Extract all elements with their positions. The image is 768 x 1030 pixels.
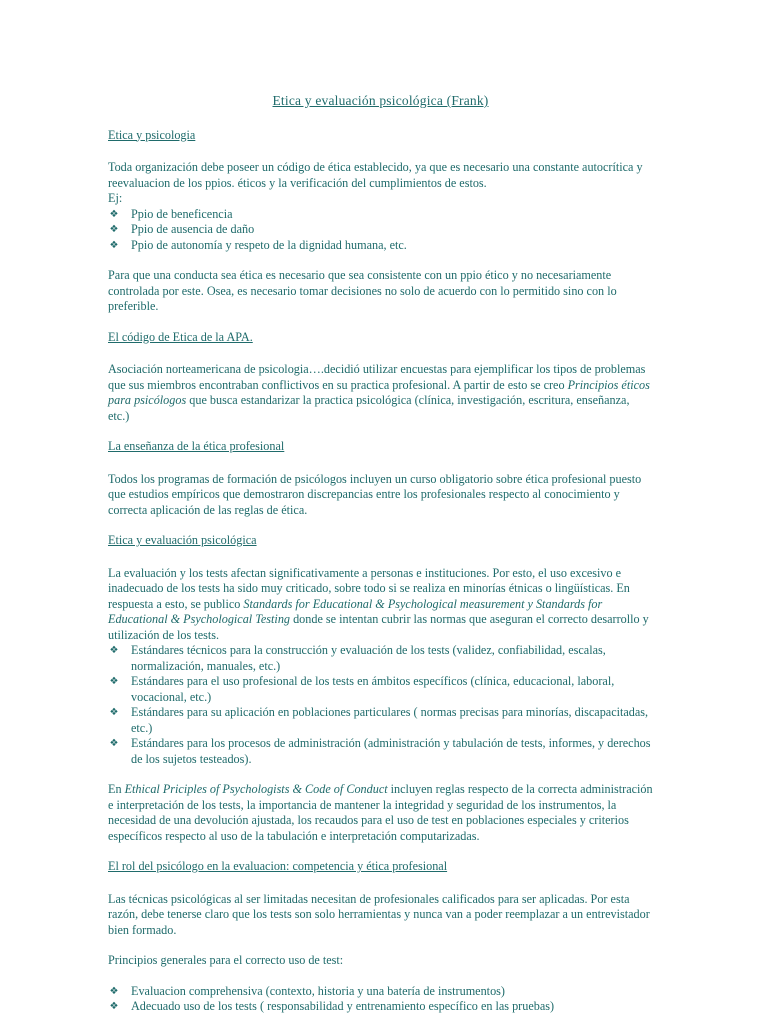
document-page	[108, 93, 653, 1030]
list-item: ❖ Ppio de ausencia de daño	[109, 222, 255, 236]
four-diamond-bullet-icon: ❖	[109, 239, 119, 251]
list-item: ❖ Estándares para su aplicación en poblaciones particulares ( normas precisas para minorías, discapacitadas, etc.)	[109, 705, 649, 735]
example-label: Ej:	[108, 191, 123, 205]
italic-title: Ethical Priciples of Psychologists & Code of Conduct	[124, 782, 388, 796]
list-item: ❖ Estándares para los procesos de administración (administración y tabulación de tests, informes, y derechos de los sujetos testeados).	[109, 736, 651, 766]
bullet-list	[108, 207, 653, 254]
four-diamond-bullet-icon: ❖	[109, 224, 119, 235]
bullet-list	[108, 643, 653, 767]
paragraph: La evaluación y los tests afectan significativamente a personas e instituciones. Por esto, el uso excesivo e inadecuado de los tests ha sido muy criticado, sobre todo si se realiza en minorías étnicas o lingüísticas. En respuesta a esto, se publico Standards for Educational & Psychological measurement y Standards for Educational & Psychological Testing donde se intentan cubrir las normas que aseguran el correcto desarrollo y utilización de los tests.	[108, 565, 649, 642]
four-diamond-bullet-icon: ❖	[109, 738, 119, 749]
italic-title: Principios éticos para psicólogos	[108, 377, 650, 407]
paragraph: Toda organización debe poseer un código de ética establecido, ya que es necesario una constante autocrítica y reevaluacion de los ppios. éticos y la verificación del cumplimientos de estos.	[108, 160, 643, 190]
bullet-list	[108, 984, 653, 1015]
four-diamond-bullet-icon: ❖	[109, 645, 119, 656]
list-item: ❖ Estándares técnicos para la construcción y evaluación de los tests (validez, confiabilidad, escalas, normalización, manuales, etc.)	[109, 643, 606, 673]
four-diamond-bullet-icon: ❖	[109, 707, 119, 718]
paragraph: Todos los programas de formación de psicólogos incluyen un curso obligatorio sobre ética profesional puesto que estudios empíricos que demostraron discrepancias entre los profesionales respecto al conocimiento y correcta aplicación de las reglas de ética.	[108, 471, 642, 517]
list-item: ❖ Adecuado uso de los tests ( responsabilidad y entrenamiento específico en las pruebas)	[109, 999, 555, 1013]
section-heading-etica-evaluacion: Etica y evaluación psicológica	[108, 533, 257, 547]
list-item: ❖ Ppio de autonomía y respeto de la dignidad humana, etc.	[109, 237, 407, 252]
paragraph: Para que una conducta sea ética es necesario que sea consistente con un ppio ético y no necesariamente controlada por este. Osea, es necesario tomar decisiones no solo de acuerdo con lo permitido sino con lo preferible.	[108, 268, 617, 313]
paragraph: Asociación norteamericana de psicologia….decidió utilizar encuestas para ejemplificar los tipos de problemas que sus miembros encontraban conflictivos en su practica profesional. A partir de esto se creo Principios éticos para psicólogos que busca estandarizar la practica psicológica (clínica, investigación, escritura, enseñanza, etc.)	[108, 362, 650, 423]
paragraph: Las técnicas psicológicas al ser limitadas necesitan de profesionales calificados para ser aplicadas. Por esta razón, debe tenerse claro que los tests son solo herramientas y nunca van a poder reemplazar a un entrevistador bien formado.	[108, 891, 650, 937]
paragraph: En Ethical Priciples of Psychologists & Code of Conduct incluyen reglas respecto de la correcta administración e interpretación de los tests, la importancia de mantener la integridad y seguridad de los instrumentos, la necesidad de una devolución ajustada, los recaudos para el uso de test en poblaciones especiales y criterios específicos respecto al uso de la tabulación e interpretación computarizadas.	[108, 782, 653, 843]
italic-title: Standards for Educational & Psychological measurement y Standards for Educational & Psychological Testing	[108, 596, 603, 626]
document-title: Etica y evaluación psicológica (Frank)	[272, 93, 489, 108]
list-item: ❖ Ppio de beneficencia	[109, 206, 233, 221]
four-diamond-bullet-icon: ❖	[109, 1001, 119, 1012]
section-heading-rol-psicologo: El rol del psicólogo en la evaluacion: competencia y ética profesional	[108, 859, 448, 873]
section-heading-etica-y-psicologia: Etica y psicologia	[108, 127, 196, 142]
section-heading-ensenanza-etica: La enseñanza de la ética profesional	[108, 439, 285, 453]
four-diamond-bullet-icon: ❖	[109, 985, 119, 997]
four-diamond-bullet-icon: ❖	[109, 676, 119, 687]
paragraph: Principios generales para el correcto uso de test:	[108, 953, 344, 967]
section-heading-codigo-apa: El código de Etica de la APA.	[108, 329, 253, 344]
four-diamond-bullet-icon: ❖	[109, 208, 119, 220]
list-item: ❖ Estándares para el uso profesional de los tests en ámbitos específicos (clínica, educacional, laboral, vocacional, etc.)	[109, 674, 615, 704]
list-item: ❖ Evaluacion comprehensiva (contexto, historia y una batería de instrumentos)	[109, 983, 505, 998]
